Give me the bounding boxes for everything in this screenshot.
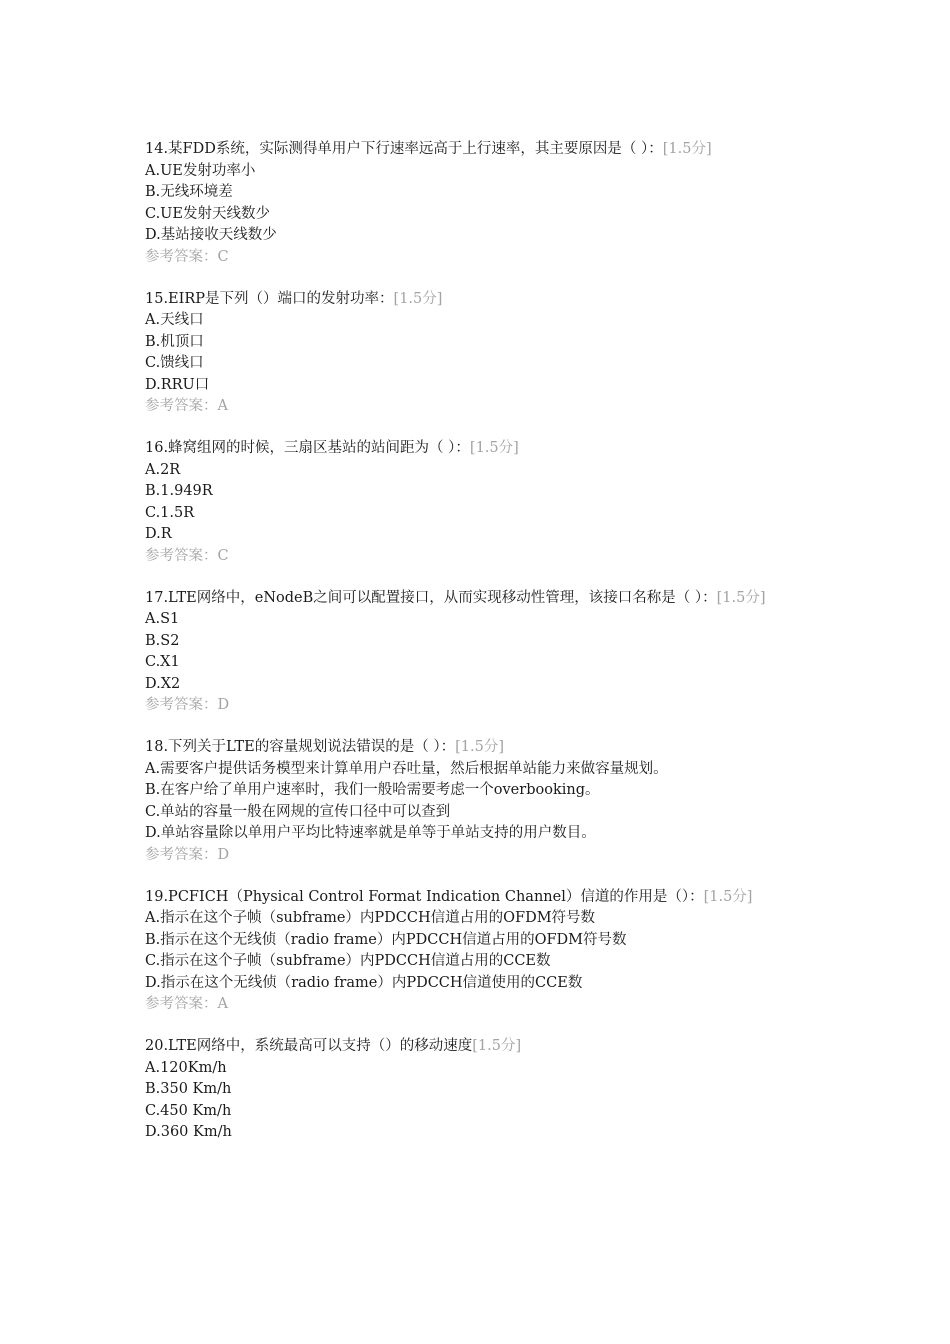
question-text: 18.下列关于LTE的容量规划说法错误的是（ ）： xyxy=(145,739,456,755)
question-text: 16.蜂窝组网的时候，三扇区基站的站间距为（ ）： xyxy=(145,440,470,456)
question-14 xyxy=(145,139,805,268)
question-16 xyxy=(145,438,805,567)
question-text: 15.EIRP是下列（）端口的发射功率： xyxy=(145,290,394,307)
option-d: D.RRU口 xyxy=(145,376,210,393)
option-a: A.UE发射功率小 xyxy=(145,162,256,179)
question-text: 19.PCFICH（Physical Control Format Indication Channel）信道的作用是（）： xyxy=(145,888,704,905)
option-c: C.馈线口 xyxy=(145,355,204,371)
question-19 xyxy=(145,887,805,1016)
option-d: D.360 Km/h xyxy=(145,1124,232,1140)
exam-page xyxy=(145,139,805,1164)
option-c: C.单站的容量一般在网规的宣传口径中可以查到 xyxy=(145,803,451,820)
option-b: B.在客户给了单用户速率时，我们一般哈需要考虑一个overbooking。 xyxy=(145,782,600,798)
option-d: D.基站接收天线数少 xyxy=(145,227,277,243)
option-a: A.120Km/h xyxy=(145,1059,227,1076)
question-17 xyxy=(145,588,805,717)
question-score: [1.5分] xyxy=(472,1038,522,1054)
option-d: D.R xyxy=(145,526,172,542)
reference-answer: 参考答案：C xyxy=(145,248,229,265)
question-score: [1.5分] xyxy=(455,739,504,755)
option-a: A.需要客户提供话务模型来计算单用户吞吐量，然后根据单站能力来做容量规划。 xyxy=(145,760,668,777)
question-score: [1.5分] xyxy=(662,141,712,157)
question-stem xyxy=(145,1036,805,1058)
reference-answer: 参考答案：C xyxy=(145,547,229,564)
question-15 xyxy=(145,289,805,418)
reference-answer: 参考答案：D xyxy=(145,697,230,713)
option-d: D.X2 xyxy=(145,675,181,692)
option-a: A.2R xyxy=(145,461,181,478)
option-c: C.UE发射天线数少 xyxy=(145,205,270,222)
option-b: B.指示在这个无线侦（radio frame）内PDCCH信道占用的OFDM符号数 xyxy=(145,931,627,948)
reference-answer: 参考答案：A xyxy=(145,398,228,414)
option-c: C.指示在这个子帧（subframe）内PDCCH信道占用的CCE数 xyxy=(145,953,551,969)
option-c: C.450 Km/h xyxy=(145,1102,232,1119)
option-d: D.指示在这个无线侦（radio frame）内PDCCH信道使用的CCE数 xyxy=(145,974,583,991)
question-stem xyxy=(145,588,805,610)
question-score: [1.5分] xyxy=(703,888,753,905)
reference-answer: 参考答案：D xyxy=(145,846,230,863)
question-stem xyxy=(145,139,805,161)
option-a: A.S1 xyxy=(145,611,180,627)
option-c: C.1.5R xyxy=(145,504,195,521)
question-score: [1.5分] xyxy=(469,440,519,456)
option-b: B.1.949R xyxy=(145,483,213,499)
option-d: D.单站容量除以单用户平均比特速率就是单等于单站支持的用户数目。 xyxy=(145,825,596,841)
option-b: B.无线环境差 xyxy=(145,184,233,200)
question-20 xyxy=(145,1036,805,1144)
option-b: B.机顶口 xyxy=(145,333,204,350)
option-b: B.350 Km/h xyxy=(145,1081,232,1097)
question-stem xyxy=(145,737,805,759)
reference-answer: 参考答案：A xyxy=(145,996,228,1012)
question-stem xyxy=(145,887,805,909)
question-stem xyxy=(145,289,805,311)
option-a: A.指示在这个子帧（subframe）内PDCCH信道占用的OFDM符号数 xyxy=(145,910,596,926)
option-c: C.X1 xyxy=(145,654,180,670)
question-18 xyxy=(145,737,805,866)
question-text: 20.LTE网络中，系统最高可以支持（）的移动速度 xyxy=(145,1038,473,1054)
question-score: [1.5分] xyxy=(393,290,443,307)
option-b: B.S2 xyxy=(145,632,180,649)
question-score: [1.5分] xyxy=(716,589,766,606)
option-a: A.天线口 xyxy=(145,312,204,328)
question-text: 14.某FDD系统，实际测得单用户下行速率远高于上行速率，其主要原因是（ ）： xyxy=(145,141,663,157)
question-stem xyxy=(145,438,805,460)
question-text: 17.LTE网络中，eNodeB之间可以配置接口，从而实现移动性管理，该接口名称是（ ）： xyxy=(145,589,717,606)
